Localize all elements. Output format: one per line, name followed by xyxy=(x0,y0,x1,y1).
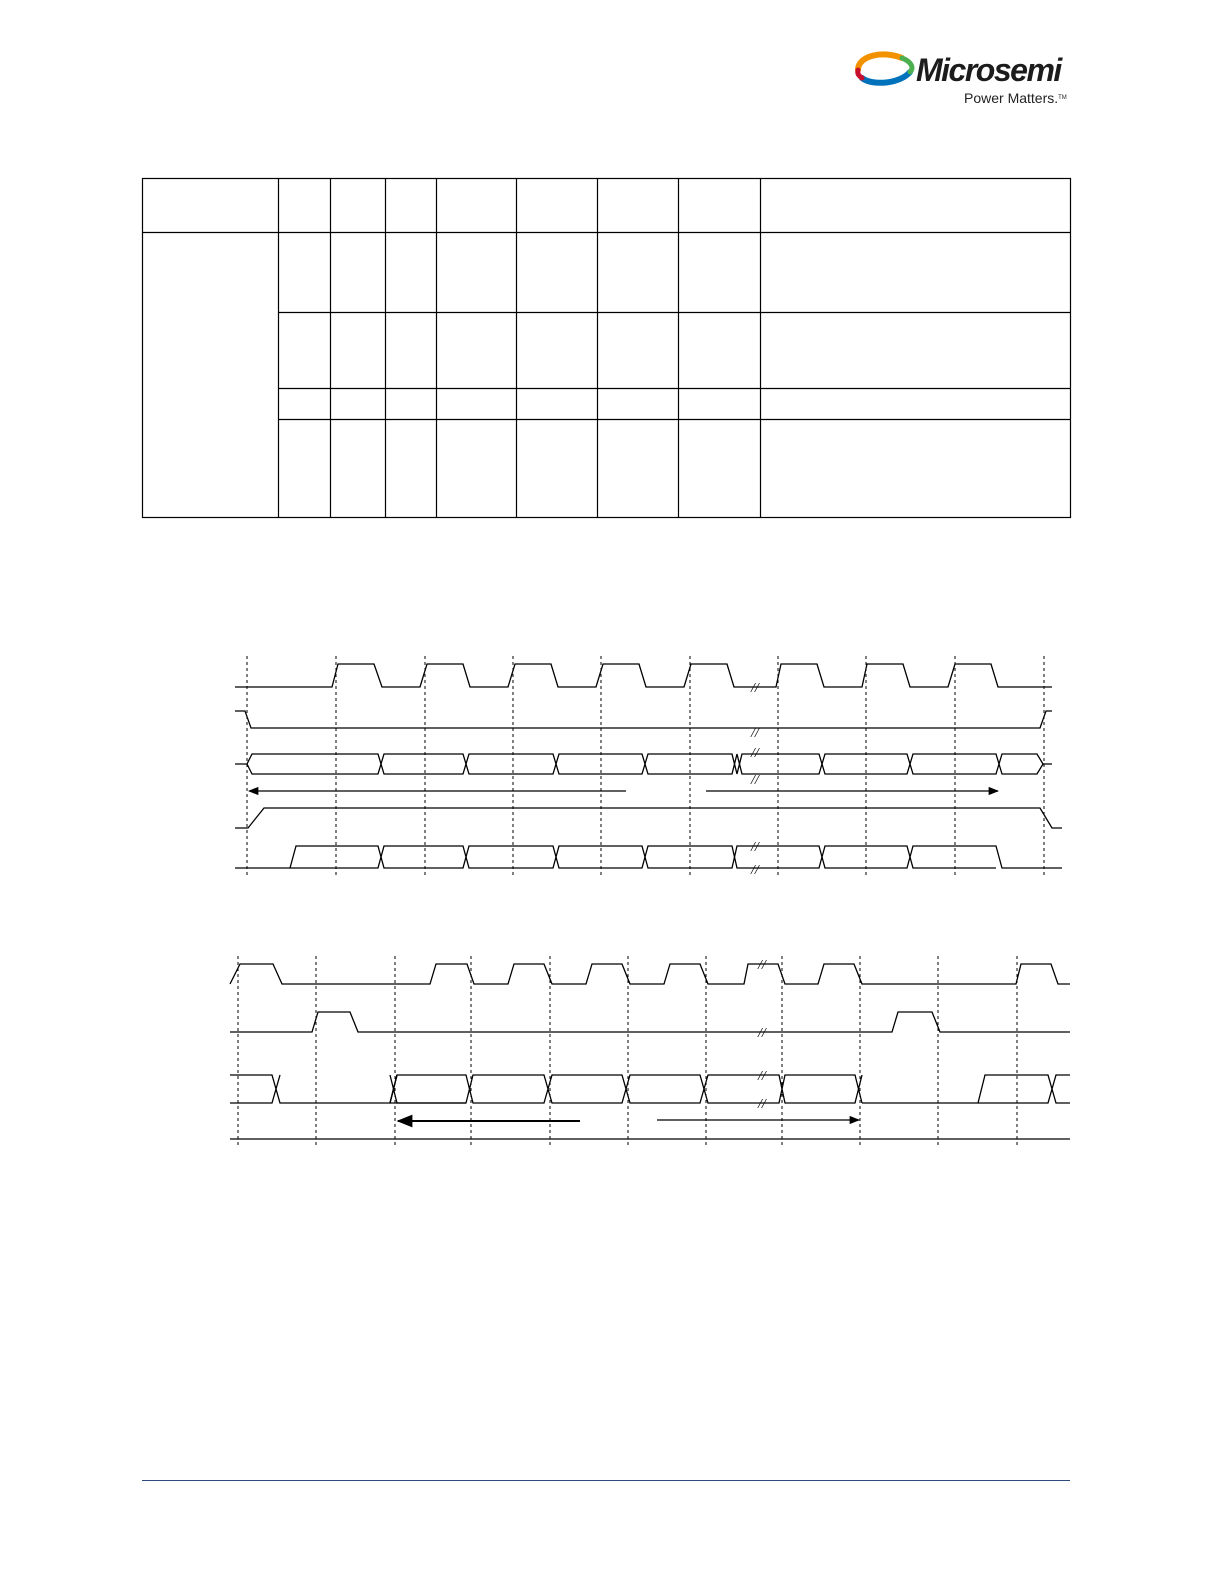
d1-enable-signal xyxy=(235,808,1062,828)
svg-text://: // xyxy=(751,681,759,696)
parameter-table xyxy=(0,0,1224,540)
svg-text://: // xyxy=(758,958,766,973)
timing-diagram-1 xyxy=(235,656,1062,878)
svg-text://: // xyxy=(758,1097,766,1112)
timing-diagram-2 xyxy=(230,956,1070,1148)
d2-data-bus xyxy=(230,1075,1070,1103)
brand-tagline: Power Matters.™ xyxy=(964,90,1067,106)
footer-rule xyxy=(142,1480,1070,1481)
svg-text://: // xyxy=(751,773,759,788)
d2-break-marks xyxy=(757,958,767,1112)
svg-text://: // xyxy=(758,1026,766,1041)
d2-strobe-signal xyxy=(230,1012,1070,1032)
d2-clock-signal xyxy=(230,964,1070,984)
svg-text://: // xyxy=(758,1069,766,1084)
d1-select-signal xyxy=(235,711,1052,728)
d1-clock-signal xyxy=(235,664,1052,687)
brand-name: Microsemi xyxy=(916,52,1061,88)
svg-text://: // xyxy=(751,726,759,741)
svg-text://: // xyxy=(751,863,759,878)
d1-output-bus xyxy=(235,846,1062,868)
svg-text://: // xyxy=(751,746,759,761)
d1-break-marks xyxy=(750,681,760,878)
svg-text://: // xyxy=(751,840,759,855)
timing-diagrams xyxy=(0,600,1224,1200)
